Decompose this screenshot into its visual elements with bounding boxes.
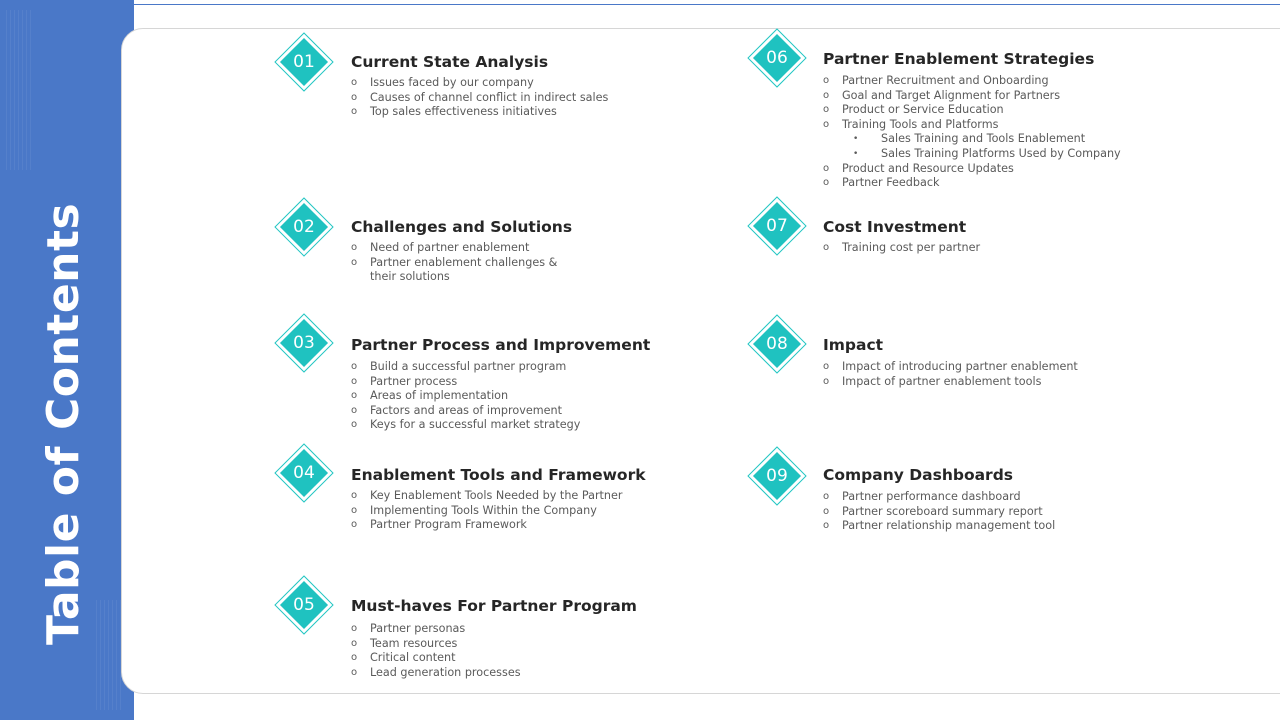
list-item [351, 404, 580, 419]
sidebar [0, 0, 134, 720]
list-item [823, 505, 1055, 520]
item-text: Factors and areas of improvement [370, 403, 562, 417]
item-text: Build a successful partner program [370, 360, 567, 373]
circle-bullet-icon: o [823, 75, 830, 86]
list-item [351, 651, 521, 666]
list-item [351, 241, 557, 256]
section-items [351, 76, 608, 120]
item-text: Product and Resource Updates [842, 161, 1014, 175]
list-item [351, 518, 623, 533]
list-item [823, 74, 1121, 89]
dot-bullet-icon: • [853, 148, 859, 159]
circle-bullet-icon: o [351, 504, 358, 516]
section-items [823, 74, 1121, 191]
item-text: their solutions [370, 270, 450, 284]
item-text: Partner Program Framework [370, 518, 527, 532]
circle-bullet-icon: o [351, 519, 358, 531]
list-item [351, 622, 521, 637]
number-badge [745, 26, 809, 90]
item-text: Partner process [370, 374, 458, 388]
list-item [351, 666, 521, 681]
list-subitem [823, 147, 1121, 162]
circle-bullet-icon: o [823, 89, 830, 101]
item-text: Keys for a successful market strategy [370, 418, 581, 432]
section-items [351, 241, 557, 285]
number-badge [272, 441, 336, 505]
section-number: 02 [293, 217, 315, 237]
item-text: Training Tools and Platforms [842, 117, 999, 131]
decorative-stripes [6, 10, 34, 170]
circle-bullet-icon: o [351, 256, 358, 268]
list-item [351, 360, 580, 375]
list-item [823, 519, 1055, 534]
list-item [351, 489, 623, 504]
number-badge [745, 444, 809, 508]
list-item [351, 418, 580, 433]
list-item [351, 375, 580, 390]
section-number: 09 [766, 466, 788, 486]
list-item [351, 256, 557, 271]
number-badge [272, 195, 336, 259]
list-item [823, 490, 1055, 505]
list-item [823, 162, 1121, 177]
list-item [823, 118, 1121, 133]
item-text: Partner relationship management tool [842, 519, 1056, 533]
item-text: Issues faced by our company [370, 76, 534, 89]
circle-bullet-icon: o [351, 390, 358, 402]
section-number: 04 [293, 463, 315, 483]
circle-bullet-icon: o [823, 520, 830, 532]
list-item [823, 103, 1121, 118]
circle-bullet-icon: o [351, 361, 358, 372]
page-title: Table of Contents [38, 202, 89, 645]
section-items [823, 490, 1055, 534]
list-item [351, 91, 608, 106]
section-title: Challenges and Solutions [351, 218, 573, 236]
circle-bullet-icon: o [823, 177, 830, 189]
circle-bullet-icon: o [823, 242, 830, 253]
item-text: Partner performance dashboard [842, 490, 1021, 503]
circle-bullet-icon: o [823, 491, 830, 502]
list-item [823, 241, 980, 256]
section-title: Current State Analysis [351, 53, 549, 71]
section-title: Company Dashboards [823, 466, 1014, 484]
item-text: Impact of partner enablement tools [842, 374, 1042, 388]
circle-bullet-icon: o [351, 490, 358, 501]
list-item [351, 76, 608, 91]
section-number: 03 [293, 333, 315, 353]
section-number: 01 [293, 52, 315, 72]
circle-bullet-icon: o [351, 652, 358, 664]
section-title: Impact [823, 336, 884, 354]
item-text: Top sales effectiveness initiatives [370, 105, 557, 119]
circle-bullet-icon: o [351, 91, 358, 103]
circle-bullet-icon: o [351, 419, 358, 431]
item-text: Key Enablement Tools Needed by the Partner [370, 489, 623, 502]
section-title: Must-haves For Partner Program [351, 597, 637, 615]
dot-bullet-icon: • [853, 134, 859, 145]
circle-bullet-icon: o [823, 505, 830, 517]
decorative-stripes [96, 600, 122, 710]
section-items [823, 241, 980, 256]
item-text: Partner Recruitment and Onboarding [842, 74, 1049, 87]
section-title: Partner Enablement Strategies [823, 50, 1095, 68]
circle-bullet-icon: o [823, 361, 830, 372]
item-text: Training cost per partner [842, 241, 981, 254]
section-items [823, 360, 1078, 389]
item-text: Need of partner enablement [370, 241, 530, 254]
circle-bullet-icon: o [351, 77, 358, 88]
number-badge [272, 30, 336, 94]
circle-bullet-icon: o [351, 242, 358, 253]
circle-bullet-icon: o [351, 106, 358, 118]
circle-bullet-icon: o [351, 623, 358, 634]
list-item [823, 176, 1121, 191]
section-number: 06 [766, 48, 788, 68]
number-badge [745, 312, 809, 376]
list-item [351, 504, 623, 519]
list-item [823, 375, 1078, 390]
circle-bullet-icon: o [823, 162, 830, 174]
section-number: 07 [766, 216, 788, 236]
section-title: Enablement Tools and Framework [351, 466, 646, 484]
item-text: Critical content [370, 651, 456, 665]
list-item [351, 105, 608, 120]
item-text: Product or Service Education [842, 103, 1004, 117]
item-text: Sales Training Platforms Used by Company [881, 146, 1121, 160]
item-text: Partner enablement challenges & [370, 255, 558, 269]
item-text: Team resources [370, 636, 458, 650]
circle-bullet-icon: o [823, 118, 830, 130]
section-items [351, 360, 580, 433]
item-text: Partner scoreboard summary report [842, 504, 1043, 518]
list-subitem [823, 132, 1121, 147]
circle-bullet-icon: o [351, 637, 358, 649]
section-title: Partner Process and Improvement [351, 336, 651, 354]
circle-bullet-icon: o [351, 375, 358, 387]
item-text: Impact of introducing partner enablement [842, 360, 1078, 373]
item-text: Areas of implementation [370, 389, 509, 403]
section-title: Cost Investment [823, 218, 967, 236]
circle-bullet-icon: o [351, 404, 358, 416]
section-items [351, 489, 623, 533]
item-text: Causes of channel conflict in indirect sales [370, 90, 609, 104]
list-item [351, 637, 521, 652]
list-item [351, 270, 557, 285]
circle-bullet-icon: o [823, 104, 830, 116]
list-item [823, 360, 1078, 375]
item-text: Lead generation processes [370, 665, 521, 679]
item-text: Implementing Tools Within the Company [370, 503, 597, 517]
list-item [351, 389, 580, 404]
number-badge [272, 573, 336, 637]
section-number: 08 [766, 334, 788, 354]
item-text: Goal and Target Alignment for Partners [842, 88, 1061, 102]
number-badge [745, 194, 809, 258]
circle-bullet-icon: o [823, 375, 830, 387]
item-text: Partner personas [370, 622, 466, 635]
list-item [823, 89, 1121, 104]
item-text: Sales Training and Tools Enablement [881, 132, 1086, 146]
section-number: 05 [293, 595, 315, 615]
top-divider [134, 4, 1280, 5]
item-text: Partner Feedback [842, 176, 940, 190]
circle-bullet-icon: o [351, 666, 358, 678]
number-badge [272, 311, 336, 375]
section-items [351, 622, 521, 680]
